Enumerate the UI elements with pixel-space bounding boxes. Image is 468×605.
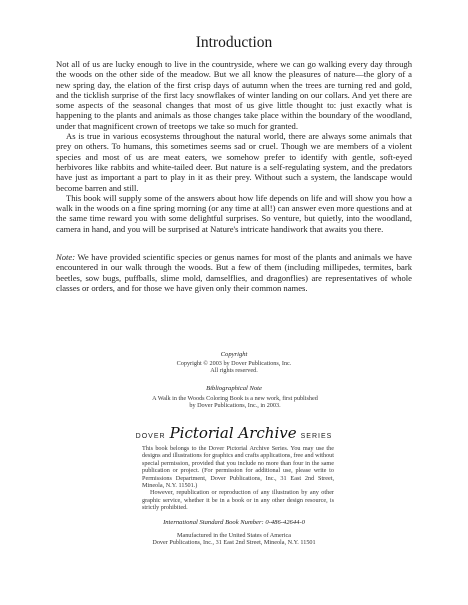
bibliographical-text: A Walk in the Woods Coloring Book is a new work, first published by Dover Publications, Inc., in 2003. xyxy=(152,395,318,410)
paragraph-3: This book will supply some of the answers about how life depends on life and will show you how a walk in the woods on a fine spring morning (or any time at all!) can answer even more questions and at the same time reward you with some delightful surprises. So venture, but quietly, into the woodland, camera in hand, and you will be surprised at Nature's intricate handiwork that awaits you there. xyxy=(56,192,412,234)
page-title: Introduction xyxy=(195,34,273,51)
series-description-2: However, republication or reproduction of any illustration by any other graphic service, whether it be in a book or in any other design resource, is strictly prohibited. xyxy=(142,489,334,512)
series-name: Pictorial Archive xyxy=(169,424,297,442)
manufacture-block xyxy=(0,532,468,547)
introduction-body xyxy=(56,59,412,234)
series-logo xyxy=(0,424,468,443)
series-suffix: SERIES xyxy=(300,433,333,440)
paragraph-2: As is true in various ecosystems throughout the natural world, there are always some animals that prey on others. To humans, this sometimes seems sad or cruel. Though we are members of a violent species and most of us are meat eaters, we somehow prefer to identify with gentle, soft-eyed herbivores like rabbits and white-tailed deer. But nature is a self-regulating system, and the predators have just as important a part to play in it as their prey. Without such a system, the landscape would become barren and still. xyxy=(56,131,412,193)
copyright-line: Copyright © 2003 by Dover Publications, Inc. xyxy=(176,360,292,367)
series-description xyxy=(142,445,334,512)
note-label: Note: xyxy=(56,252,76,262)
copyright-heading: Copyright xyxy=(220,351,248,358)
bibliographical-heading: Bibliographical Note xyxy=(206,385,262,392)
manufactured-line: Manufactured in the United States of America xyxy=(176,532,292,539)
rights-line: All rights reserved. xyxy=(210,367,258,375)
paragraph-1: Not all of us are lucky enough to live in the countryside, where we can go walking every day through the woods on the other side of the meadow. But we all know the pleasures of nature—the glory of a new spring day, the elation of the first crisp days of autumn when the trees are turning red and gold, and the ticklish surprise of the first lacy snowflakes of winter landing on our collars. And yet there are some aspects of the seasonal changes that most of us give little thought to: just exactly what is happening to the plants and animals as those changes take place within the boundary of the woodland, under that magnificent crown of treetops we take so much for granted. xyxy=(56,59,412,131)
series-description-1: This book belongs to the Dover Pictorial Archive Series. You may use the designs and illustrations for graphics and crafts applications, free and without special permission, provided that you include no more than four in the same publication or project. (For permission for additional use, please write to Permissions Department, Dover Publications, Inc., 31 East 2nd Street, Mineola, N.Y. 11501.) xyxy=(142,445,334,490)
publisher-address: Dover Publications, Inc., 31 East 2nd Street, Mineola, N.Y. 11501 xyxy=(152,539,316,547)
copyright-block xyxy=(0,360,468,375)
isbn-line: International Standard Book Number: 0-486-42644-0 xyxy=(163,519,305,526)
note-paragraph xyxy=(56,252,412,293)
note-text: We have provided scientific species or genus names for most of the plants and animals we have encountered in our walk through the woods. But a few of them (including millipedes, termites, bark beetles, sow bugs, puffballs, slime mold, damselflies, and dragonflies) are representatives of whole classes or orders, and for those we have given only their common names. xyxy=(56,252,412,293)
series-prefix: DOVER xyxy=(135,433,166,440)
